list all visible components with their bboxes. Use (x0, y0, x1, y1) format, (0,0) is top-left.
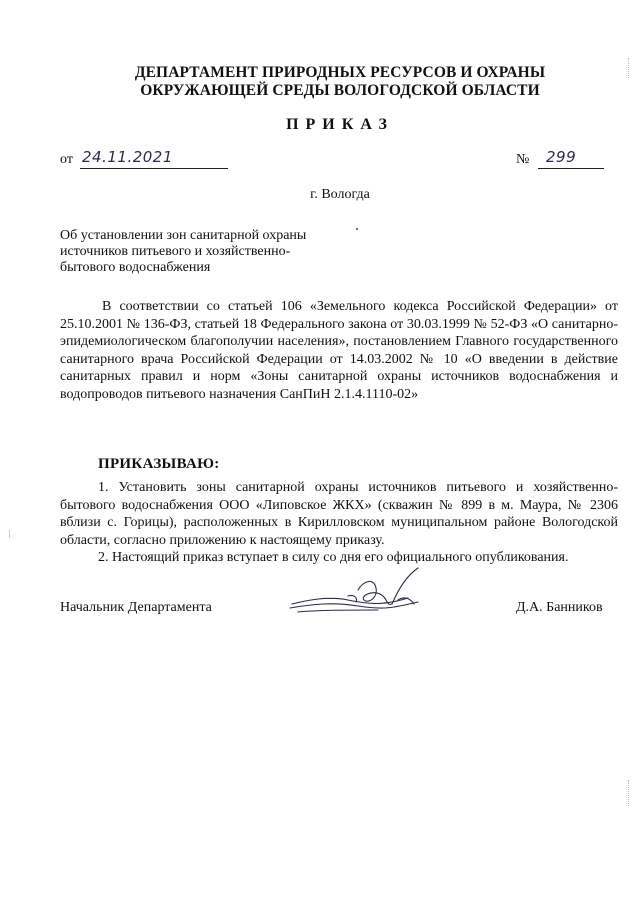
number-handwritten-value: 299 (546, 148, 577, 166)
subject-line-1: Об установлении зон санитарной охраны (60, 228, 307, 243)
organization-name-line-1: ДЕПАРТАМЕНТ ПРИРОДНЫХ РЕСУРСОВ И ОХРАНЫ (134, 64, 546, 81)
city-line: г. Вологда (310, 187, 370, 202)
signatory-title: Начальник Департамента (60, 600, 212, 615)
date-handwritten-value: 24.11.2021 (82, 148, 173, 166)
scan-margin-mark (9, 530, 11, 538)
date-underline (80, 168, 228, 169)
preamble-paragraph: В соответствии со статьей 106 «Земельного кодекса Российской Федерации» от 25.10.2001 № 136-ФЗ, статьей 18 Федерального закона от 30.03.1999 № 52-ФЗ «О санитарно-эпидемиологическом благополучии населения», постановлением Главного государственного санитарного врача Российской Федерации от 14.03.2002 № 10 «О введении в действие санитарных правил и норм «Зоны санитарной охраны источников водоснабжения и водопроводов питьевого назначения СанПиН 2.1.4.1110-02» (60, 299, 618, 402)
order-heading: ПРИКАЗЫВАЮ: (98, 456, 220, 472)
order-item-1: 1. Установить зоны санитарной охраны источников питьевого и хозяйственно-бытового водоснабжения ООО «Липовское ЖКХ» (скважин № 899 в м. Маура, № 2306 вблизи с. Горицы), расположенных в Кирилловском муниципальном районе Вологодской области, согласно приложению к настоящему приказу. (60, 480, 618, 548)
signatory-name: Д.А. Банников (516, 600, 603, 615)
organization-name-line-2: ОКРУЖАЮЩЕЙ СРЕДЫ ВОЛОГОДСКОЙ ОБЛАСТИ (140, 82, 540, 99)
document-type-title: ПРИКАЗ (286, 116, 394, 133)
subject-line-2: источников питьевого и хозяйственно- (60, 244, 291, 259)
order-item-2: 2. Настоящий приказ вступает в силу со дня его официального опубликования. (98, 550, 569, 565)
number-label: № (516, 152, 530, 167)
scan-margin-mark (628, 58, 630, 78)
subject-block (60, 228, 332, 276)
scan-margin-mark (628, 780, 630, 806)
subject-line-3: бытового водоснабжения (60, 260, 211, 275)
date-label: от (60, 152, 73, 167)
number-underline (538, 168, 604, 169)
scan-speck (356, 228, 358, 230)
handwritten-signature (288, 560, 438, 630)
